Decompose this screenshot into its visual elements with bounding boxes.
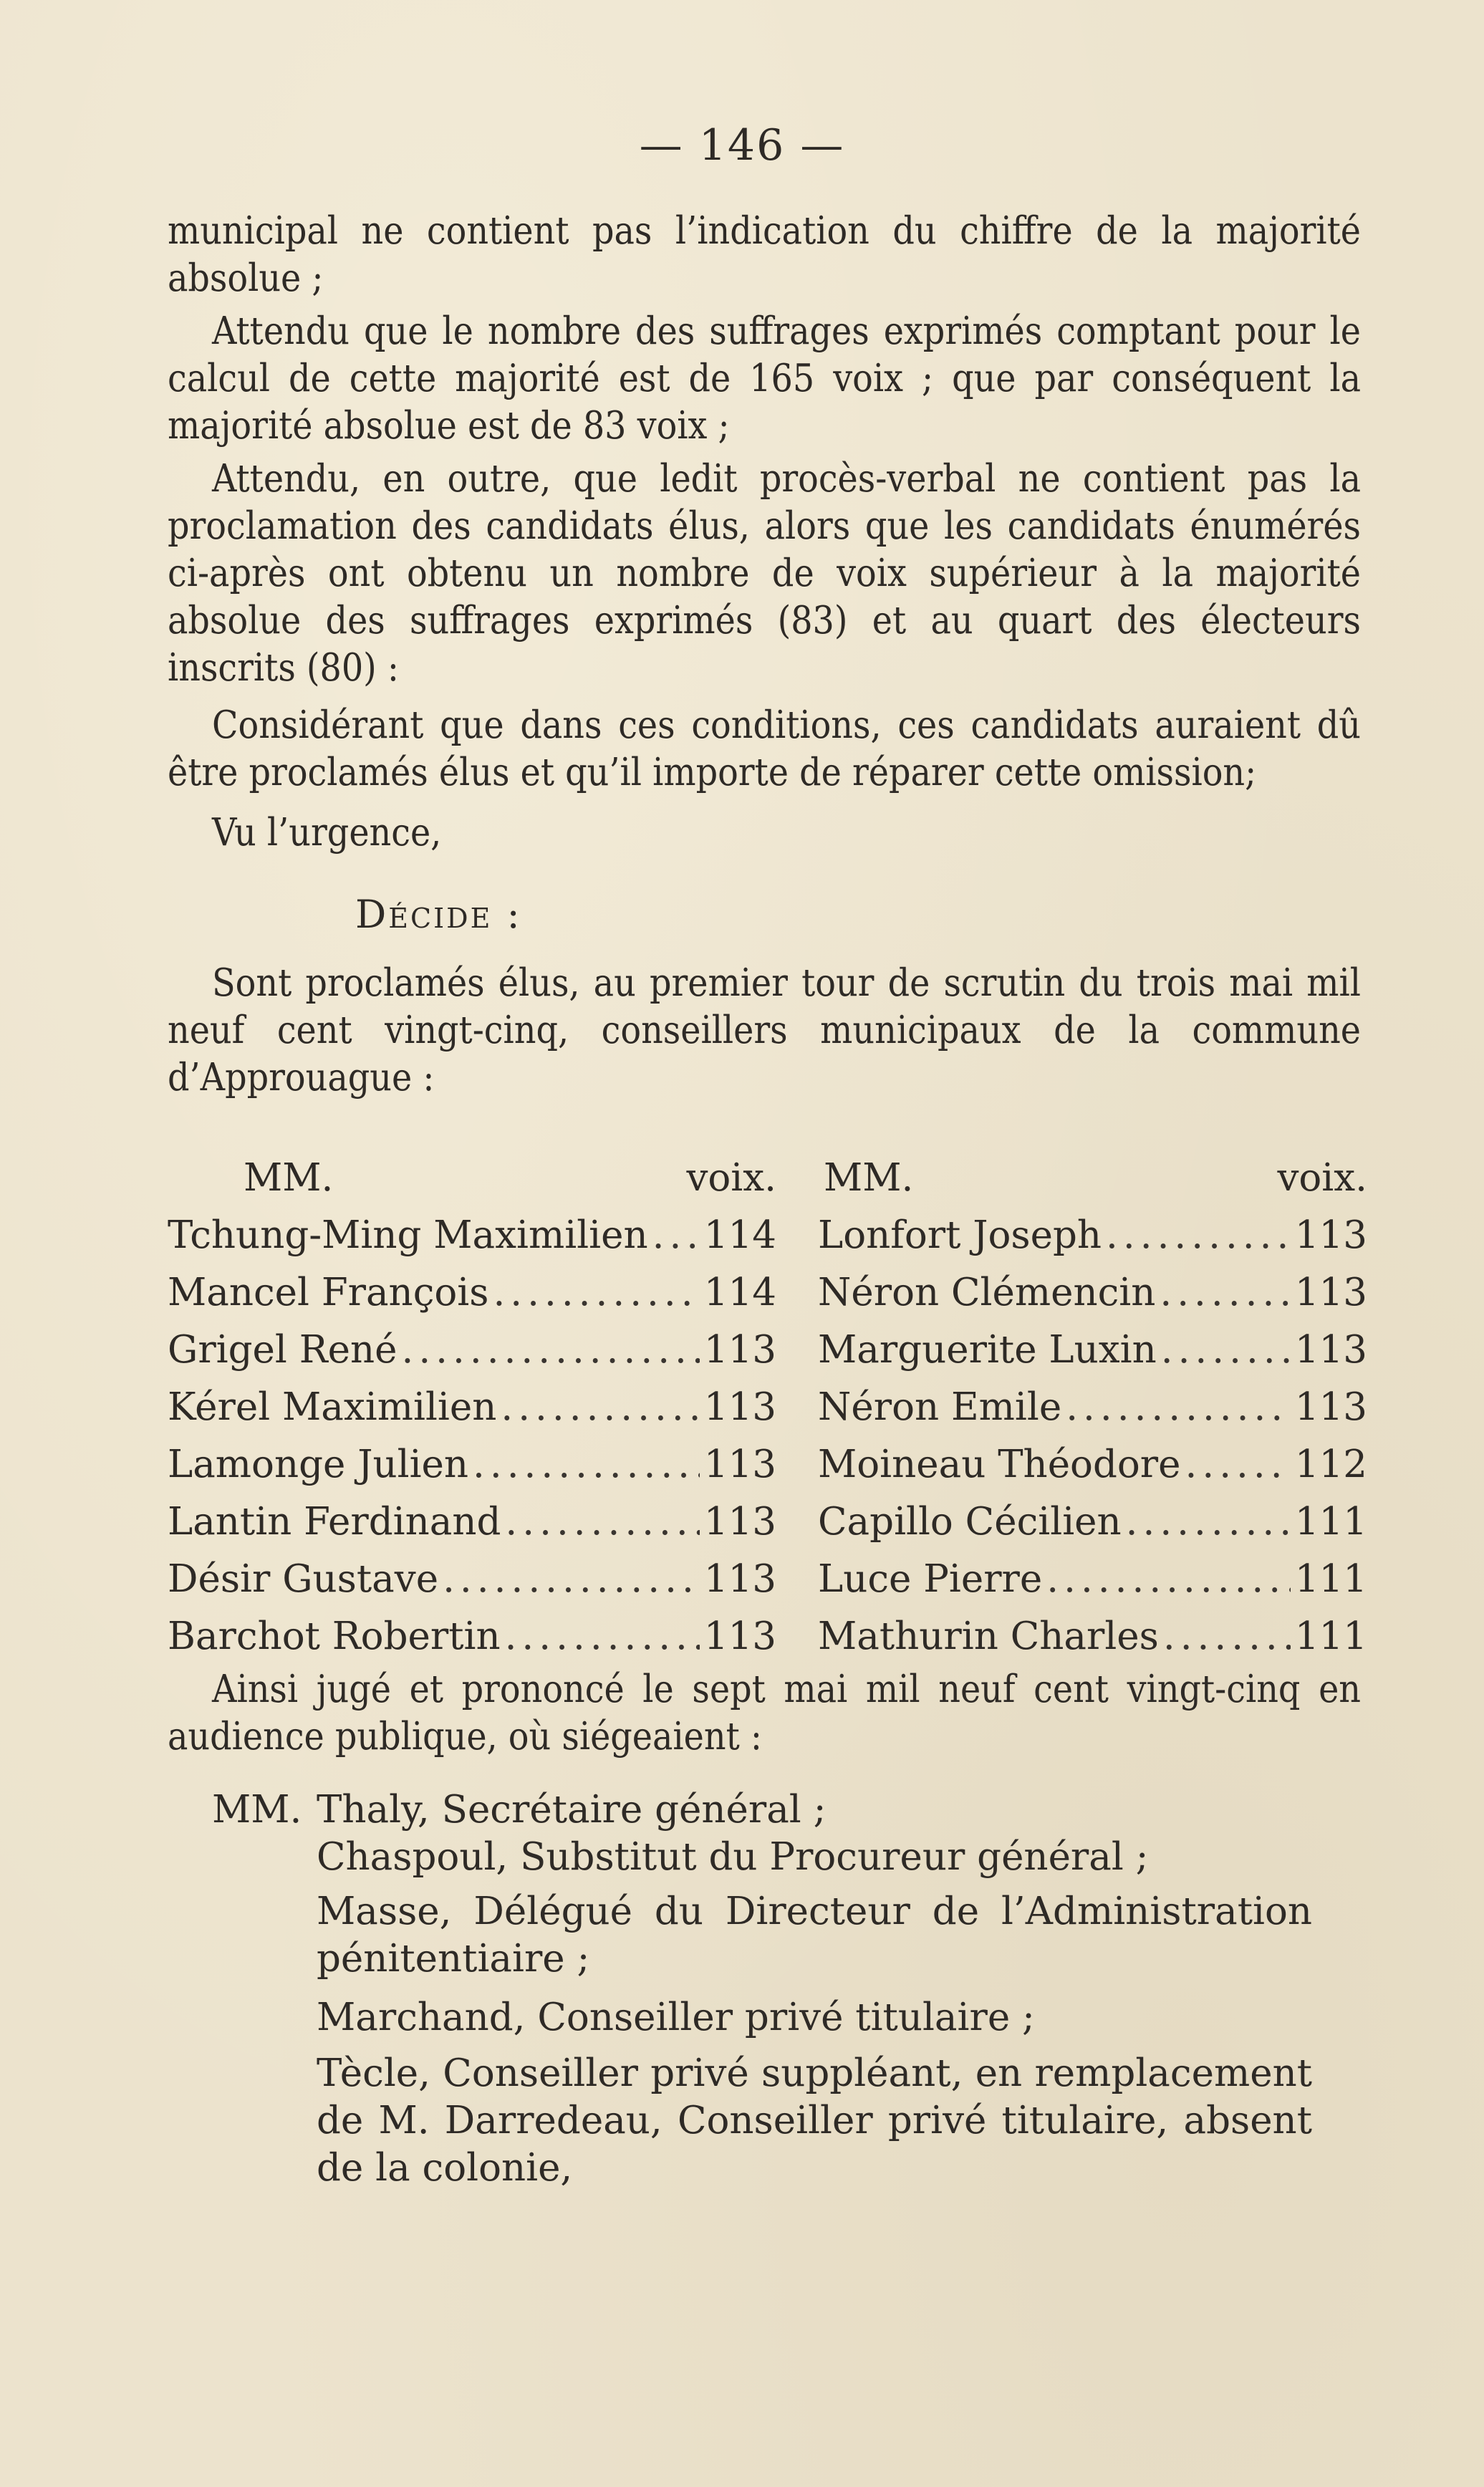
table-row xyxy=(818,1322,1367,1379)
sitting-prefix: MM. xyxy=(212,1788,302,1832)
leader-dots xyxy=(493,1264,699,1322)
leader-dots xyxy=(473,1436,700,1493)
paragraph-1: municipal ne contient pas l’indication du chiffre de la majorité absolue ; xyxy=(168,209,1361,300)
candidate-votes: 113 xyxy=(703,1443,776,1486)
table-row xyxy=(818,1608,1367,1665)
sitting-member: Masse, Délégué du Directeur de l’Administration pénitentiaire ; xyxy=(317,1890,1312,1981)
elected-column-left xyxy=(168,1150,776,1665)
paragraph-2: Attendu que le nombre des suffrages exprimés comptant pour le calcul de cette majorité est de 165 voix ; que par conséquent la majorité absolue est de 83 voix ; xyxy=(168,309,1361,448)
candidate-votes: 111 xyxy=(1294,1557,1367,1601)
header-voix: voix. xyxy=(686,1156,776,1200)
candidate-votes: 114 xyxy=(703,1271,776,1314)
table-row xyxy=(168,1608,776,1665)
candidate-votes: 113 xyxy=(703,1557,776,1601)
candidate-votes: 111 xyxy=(1294,1615,1367,1658)
table-header xyxy=(818,1150,1367,1207)
elected-column-right xyxy=(818,1150,1367,1665)
sitting-member: Thaly, Secrétaire général ; xyxy=(317,1788,827,1832)
candidate-votes: 113 xyxy=(1294,1385,1367,1429)
leader-dots xyxy=(501,1379,699,1436)
leader-dots xyxy=(1163,1608,1291,1665)
sitting-member: Marchand, Conseiller privé titulaire ; xyxy=(317,1996,1035,2039)
candidate-votes: 113 xyxy=(1294,1271,1367,1314)
leader-dots xyxy=(1160,1264,1290,1322)
table-row xyxy=(168,1551,776,1608)
candidate-votes: 113 xyxy=(703,1328,776,1372)
leader-dots xyxy=(1066,1379,1291,1436)
candidate-votes: 113 xyxy=(703,1615,776,1658)
table-row xyxy=(818,1207,1367,1264)
leader-dots xyxy=(443,1551,700,1608)
header-mm: MM. xyxy=(244,1156,334,1200)
candidate-votes: 111 xyxy=(1294,1500,1367,1544)
leader-dots xyxy=(401,1322,699,1379)
candidate-name: Mathurin Charles xyxy=(818,1615,1159,1658)
candidate-votes: 113 xyxy=(703,1385,776,1429)
leader-dots xyxy=(1126,1493,1291,1551)
decision-heading: Décide : xyxy=(355,892,522,937)
leader-dots xyxy=(1185,1436,1291,1493)
candidate-name: Lantin Ferdinand xyxy=(168,1500,501,1544)
candidate-name: Kérel Maximilien xyxy=(168,1385,497,1429)
table-row xyxy=(168,1379,776,1436)
candidate-name: Barchot Robertin xyxy=(168,1615,501,1658)
paragraph-4: Considérant que dans ces conditions, ces candidats auraient dû être proclamés élus et qu’il importe de réparer cette omission; xyxy=(168,703,1361,794)
paragraph-5: Vu l’urgence, xyxy=(212,811,442,855)
leader-dots xyxy=(1106,1207,1291,1264)
candidate-name: Capillo Cécilien xyxy=(818,1500,1122,1544)
header-mm: MM. xyxy=(824,1156,914,1200)
table-row xyxy=(168,1207,776,1264)
leader-dots xyxy=(505,1608,700,1665)
candidate-name: Lamonge Julien xyxy=(168,1443,469,1486)
candidate-name: Grigel René xyxy=(168,1328,398,1372)
candidate-votes: 113 xyxy=(1294,1328,1367,1372)
candidate-name: Moineau Théodore xyxy=(818,1443,1181,1486)
table-row xyxy=(818,1379,1367,1436)
leader-dots xyxy=(505,1493,699,1551)
table-row xyxy=(818,1436,1367,1493)
leader-dots xyxy=(1046,1551,1291,1608)
candidate-name: Mancel François xyxy=(168,1271,489,1314)
table-row xyxy=(168,1264,776,1322)
candidate-name: Luce Pierre xyxy=(818,1557,1043,1601)
table-row xyxy=(168,1493,776,1551)
candidate-name: Désir Gustave xyxy=(168,1557,439,1601)
candidate-name: Marguerite Luxin xyxy=(818,1328,1157,1372)
candidate-votes: 112 xyxy=(1294,1443,1367,1486)
table-row xyxy=(818,1493,1367,1551)
candidate-name: Tchung-Ming Maximilien xyxy=(168,1213,648,1257)
leader-dots xyxy=(652,1207,700,1264)
candidate-name: Néron Emile xyxy=(818,1385,1062,1429)
table-row xyxy=(818,1264,1367,1322)
candidate-votes: 114 xyxy=(703,1213,776,1257)
candidate-votes: 113 xyxy=(703,1500,776,1544)
proclamation-paragraph: Sont proclamés élus, au premier tour de scrutin du trois mai mil neuf cent vingt-cinq, conseillers municipaux de la commune d’Approuague : xyxy=(168,961,1361,1100)
table-row xyxy=(168,1322,776,1379)
sitting-member: Chaspoul, Substitut du Procureur général ; xyxy=(317,1835,1149,1879)
header-voix: voix. xyxy=(1277,1156,1367,1200)
candidate-name: Lonfort Joseph xyxy=(818,1213,1102,1257)
judgment-paragraph: Ainsi jugé et prononcé le sept mai mil neuf cent vingt-cinq en audience publique, où siégeaient : xyxy=(168,1668,1361,1759)
candidate-votes: 113 xyxy=(1294,1213,1367,1257)
table-row xyxy=(818,1551,1367,1608)
leader-dots xyxy=(1161,1322,1291,1379)
paragraph-3: Attendu, en outre, que ledit procès-verbal ne contient pas la proclamation des candidats élus, alors que les candidats énumérés ci-après ont obtenu un nombre de voix supérieur à la majorité absolue des suffrages exprimés (83) et au quart des électeurs inscrits (80) : xyxy=(168,457,1361,690)
page-number: — 146 — xyxy=(639,120,845,170)
candidate-name: Néron Clémencin xyxy=(818,1271,1156,1314)
table-row xyxy=(168,1436,776,1493)
sitting-member: Tècle, Conseiller privé suppléant, en remplacement de M. Darredeau, Conseiller privé titulaire, absent de la colonie, xyxy=(317,2051,1312,2190)
table-header xyxy=(168,1150,776,1207)
